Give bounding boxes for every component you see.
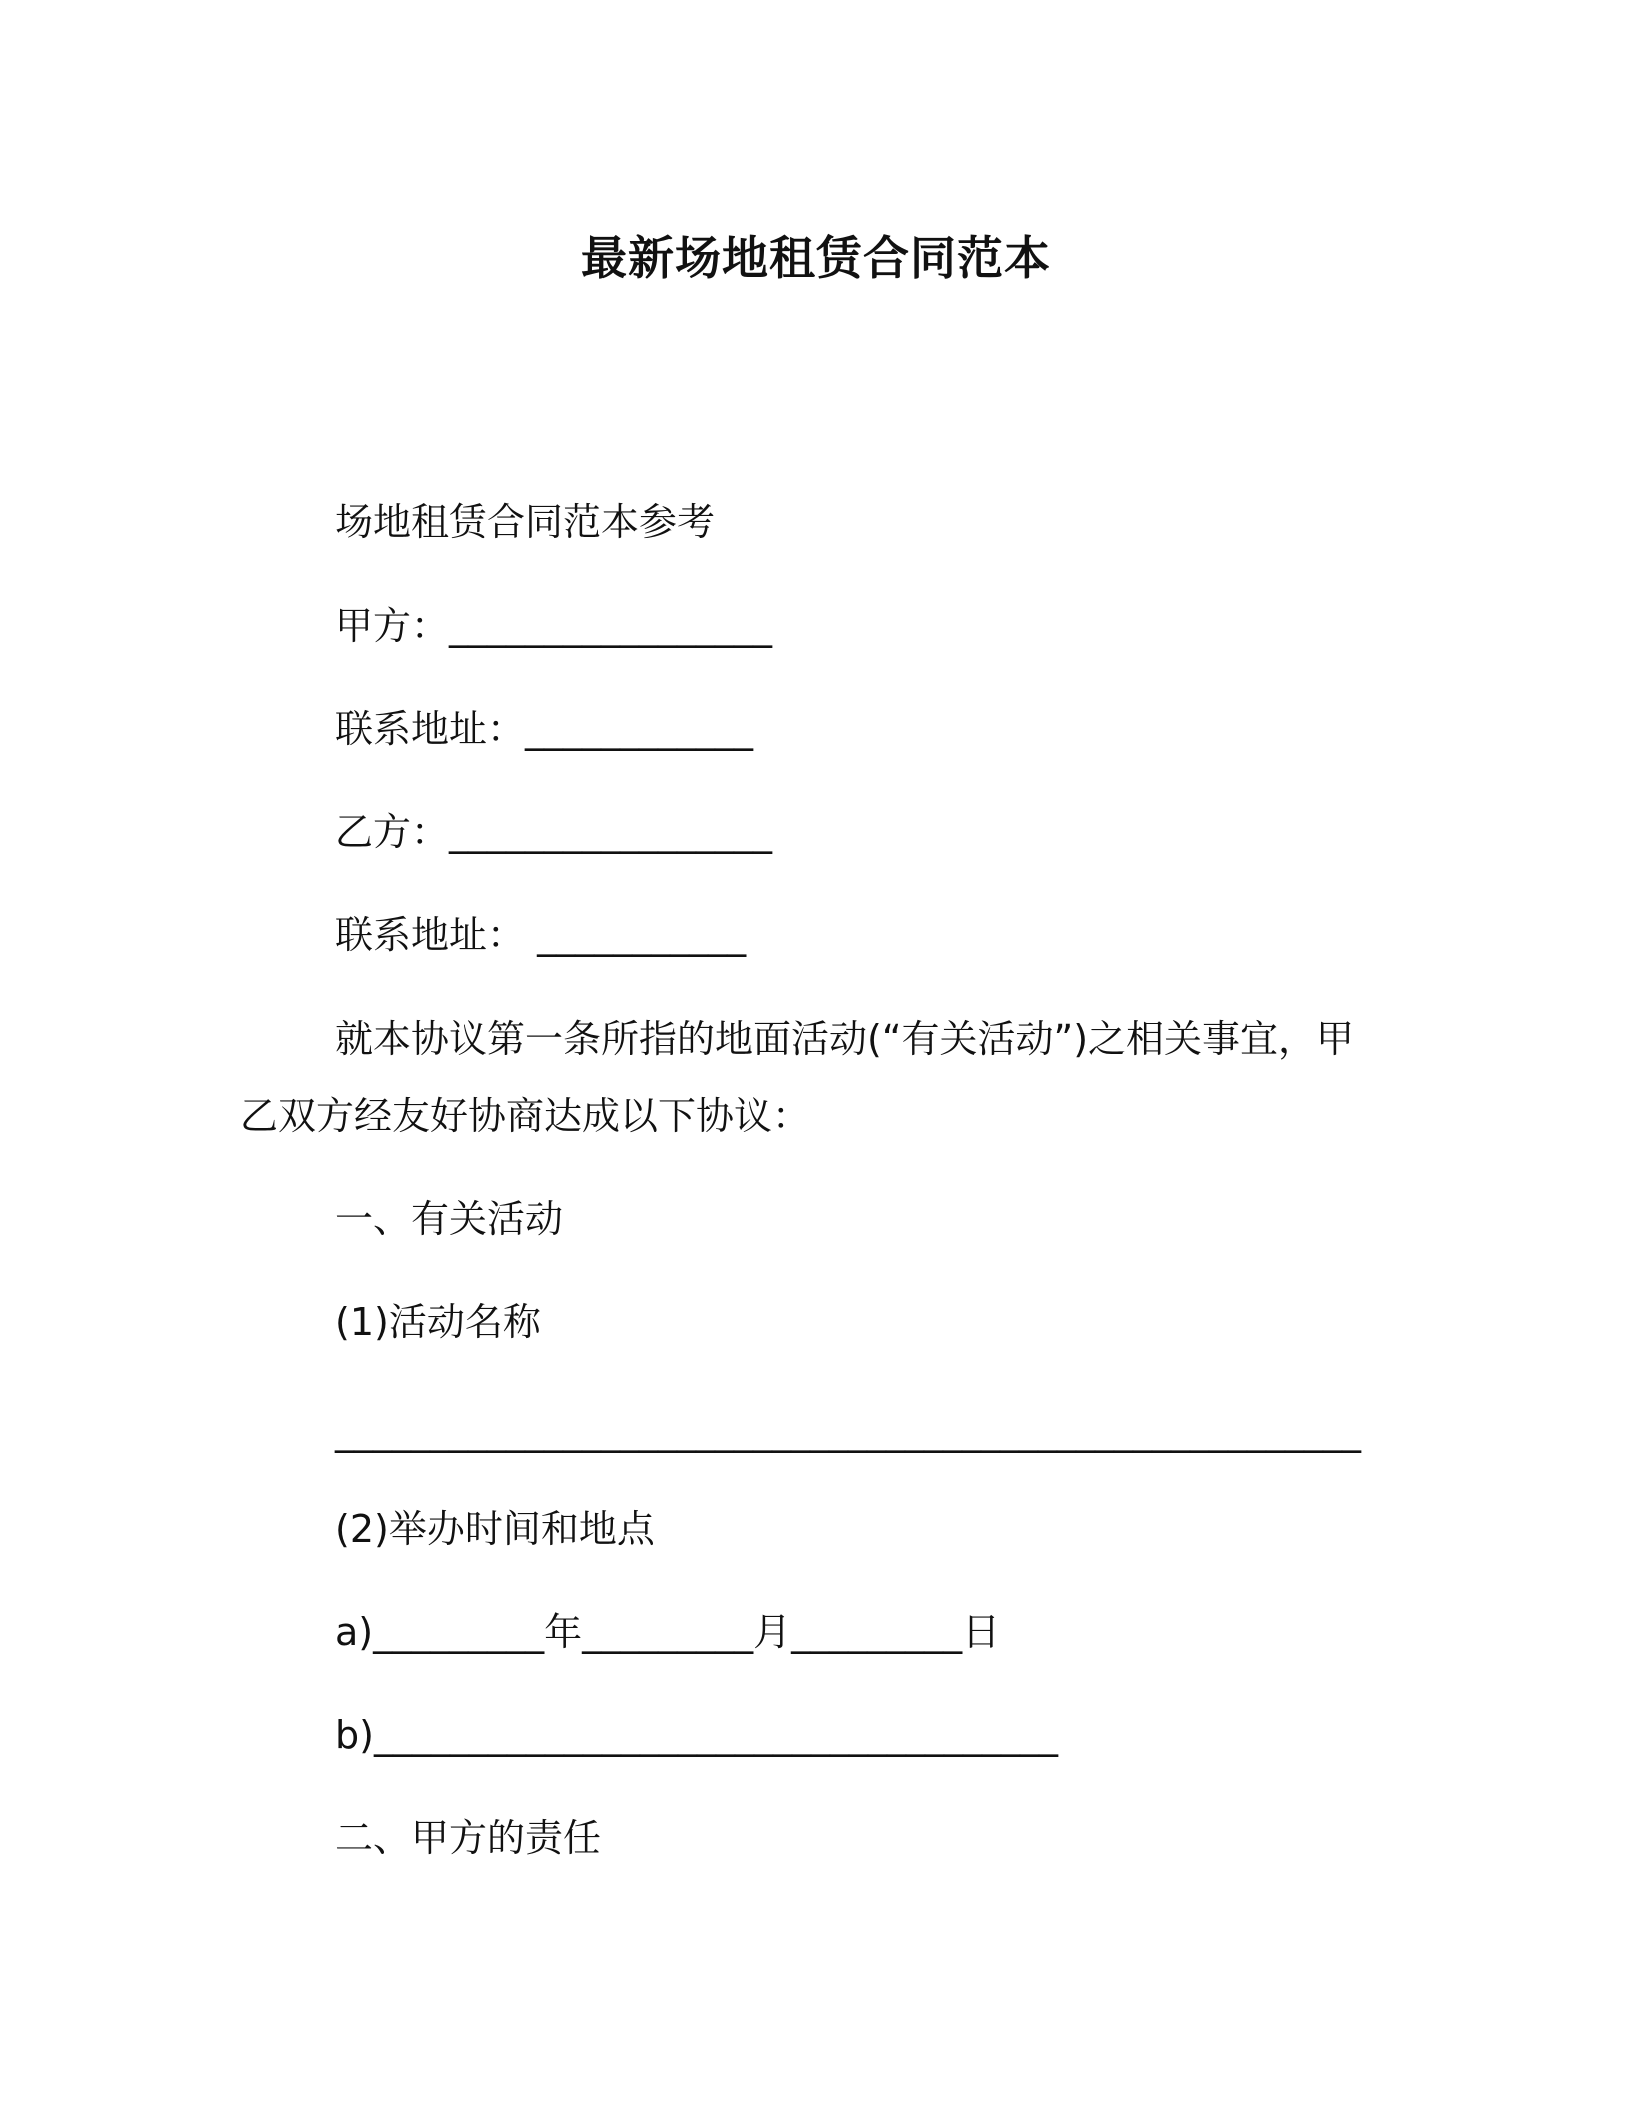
party-b-line: 乙方：_________________ — [335, 810, 773, 854]
intro-paragraph-line-2: 乙双方经友好协商达成以下协议： — [240, 1094, 811, 1138]
party-a-address-line: 联系地址：____________ — [335, 707, 754, 751]
item-1-blank-line: ______________________________________________________ — [335, 1409, 1361, 1453]
item-2-location-line: b)____________________________________ — [335, 1713, 1058, 1757]
item-2-date-line: a)_________年_________月_________日 — [335, 1610, 1001, 1654]
section-2-heading: 二、甲方的责任 — [335, 1816, 602, 1860]
document-title: 最新场地租赁合同范本 — [581, 231, 1051, 285]
party-a-line: 甲方：_________________ — [335, 604, 773, 648]
section-1-heading: 一、有关活动 — [335, 1197, 564, 1241]
item-2-label: (2)举办时间和地点 — [335, 1507, 655, 1551]
item-1-label: (1)活动名称 — [335, 1300, 541, 1344]
intro-paragraph-line-1: 就本协议第一条所指的地面活动(“有关活动”)之相关事宜，甲 — [335, 1017, 1355, 1061]
document-subtitle: 场地租赁合同范本参考 — [335, 500, 716, 544]
party-b-address-line: 联系地址： ___________ — [335, 913, 747, 957]
